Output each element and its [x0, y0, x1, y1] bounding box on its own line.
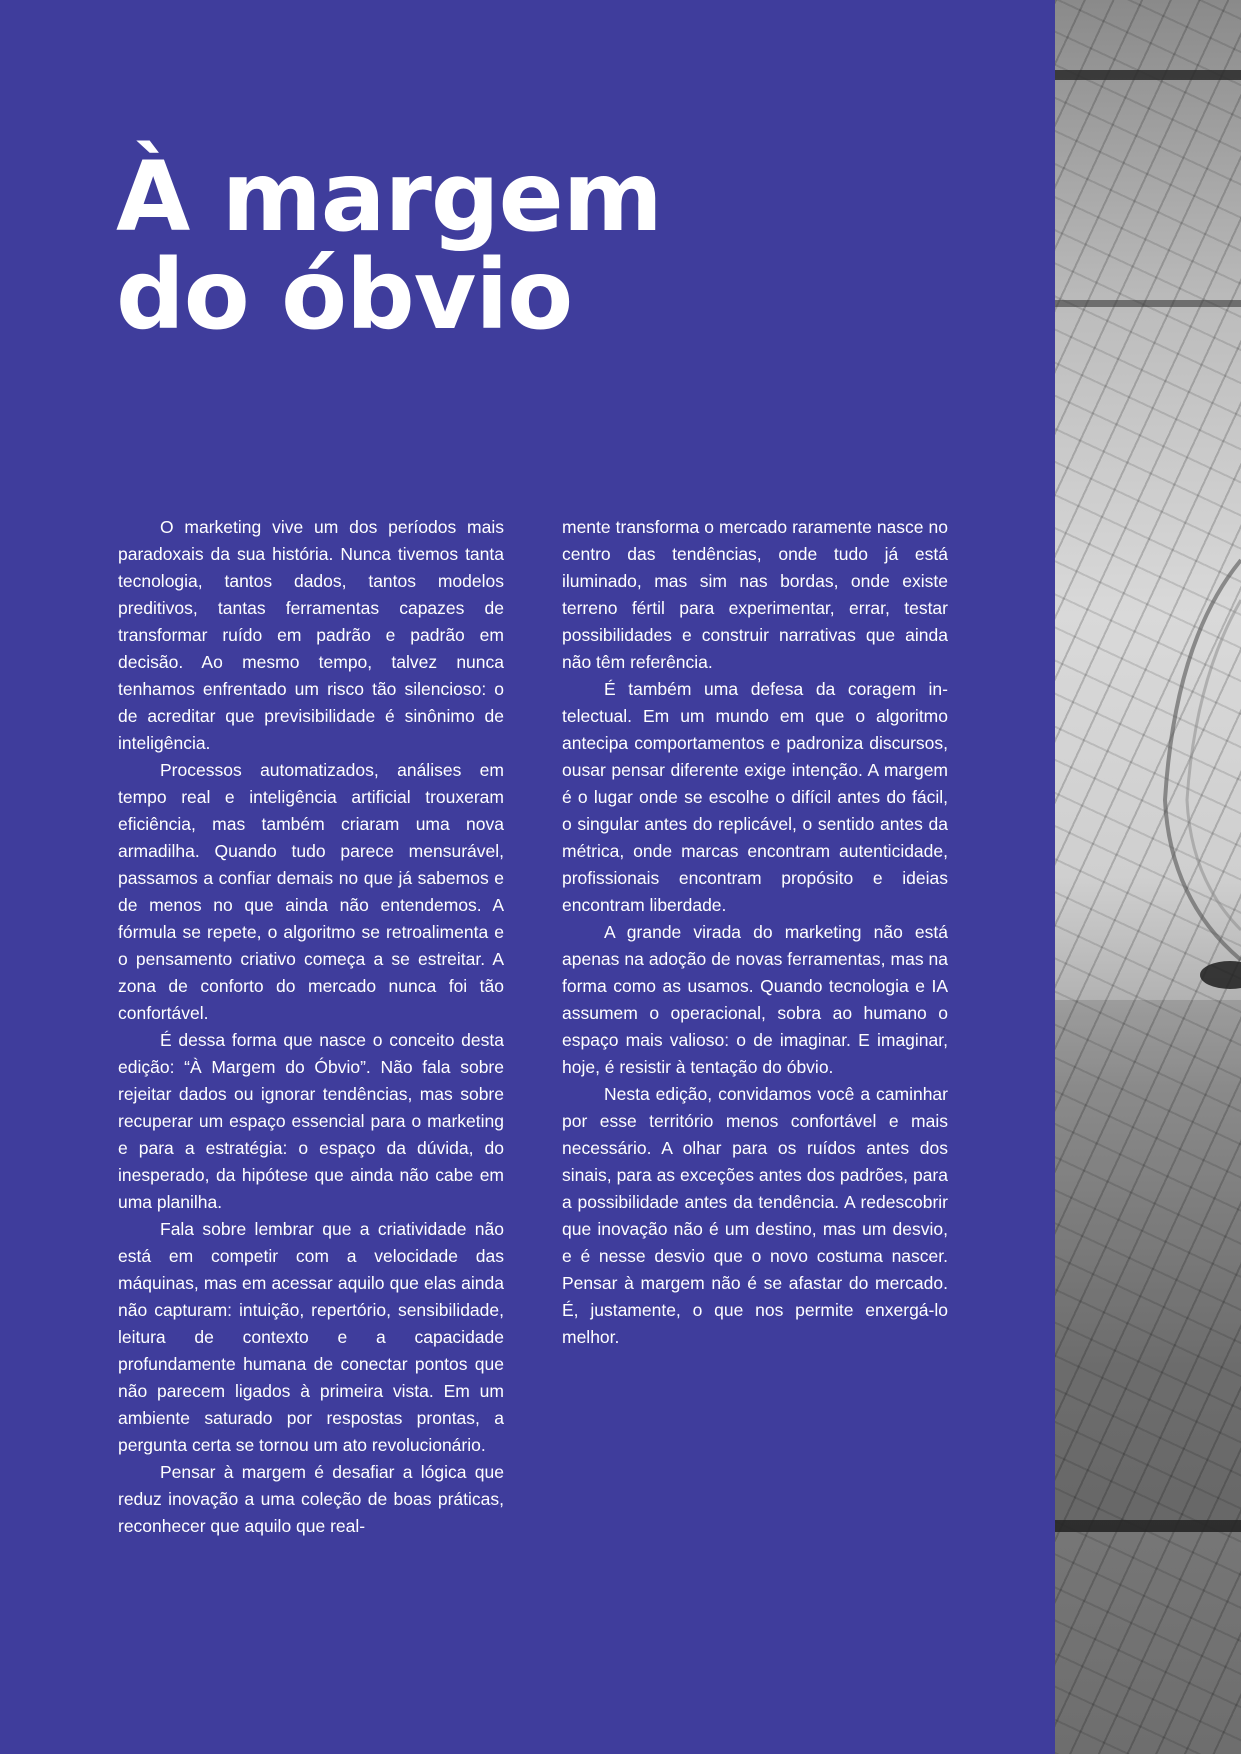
- title-line-2: do óbvio: [116, 239, 573, 351]
- page-title: [116, 141, 662, 351]
- paragraph: Processos automatizados, análises em tempo real e inteligência artificial trouxeram eficiência, mas também criaram uma nova armadilha. Quando tudo parece mensurável, passamos a confiar demais no que já sabemos e de menos no que ainda não entendemos. A fórmula se repete, o algoritmo se retroalimenta e o pensamento criativo começa a se estreitar. A zona de conforto do mercado nunca foi tão confortável.: [118, 760, 504, 1023]
- tunnel-photo: [1055, 0, 1241, 1754]
- paragraph: Fala sobre lembrar que a criatividade não está em competir com a velocidade das máquinas, mas em acessar aquilo que elas ainda não capturam: intuição, repertório, sensibilidade, leitura de contexto e a capacidade profundamente humana de conectar pontos que não parecem ligados à primeira vista. Em um ambiente saturado por respostas prontas, a pergunta certa se tornou um ato revolucionário.: [118, 1219, 504, 1455]
- paragraph: O marketing vive um dos períodos mais paradoxais da sua história. Nunca tivemos tanta tecnologia, tantos dados, tantos modelos preditivos, tantas ferramentas capazes de transformar ruído em padrão e padrão em decisão. Ao mesmo tempo, talvez nunca tenhamos enfrentado um risco tão silencioso: o de acreditar que previsibilidade é sinônimo de inteligência.: [118, 517, 504, 753]
- title-line-1: À margem: [116, 141, 662, 253]
- left-text-column: [118, 514, 504, 1540]
- paragraph-continuation: mente transforma o mercado raramente nasce no centro das tendências, onde tudo já está iluminado, mas sim nas bordas, onde existe terreno fértil para experimentar, errar, testar possibilidades e construir narrativas que ainda não têm referência.: [562, 517, 948, 672]
- paragraph: Nesta edição, convidamos você a caminhar por esse território menos confortável e mais necessário. A olhar para os ruídos antes dos sinais, para as exceções antes dos padrões, para a possibilidade antes da tendência. A redescobrir que inovação não é um destino, mas um desvio, e é nesse desvio que o novo costuma nascer. Pensar à margem não é se afastar do mercado. É, justamente, o que nos permite enxergá-lo melhor.: [562, 1084, 948, 1347]
- paragraph: A grande virada do marketing não está apenas na adoção de novas ferramentas, mas na forma como as usamos. Quando tecnologia e IA assumem o operacional, sobra ao humano o espaço mais valioso: o de imaginar. E imaginar, hoje, é resistir à tentação do óbvio.: [562, 922, 948, 1077]
- paragraph: É dessa forma que nasce o conceito desta edição: “À Margem do Óbvio”. Não fala sobre rejeitar dados ou ignorar tendências, mas sobre recuperar um espaço essencial para o marketing e para a estratégia: o espaço da dúvida, do inesperado, da hipótese que ainda não cabe em uma planilha.: [118, 1030, 504, 1212]
- tunnel-photo-shapes: [1055, 0, 1241, 1754]
- paragraph: É também uma defesa da coragem intelectual. Em um mundo em que o algoritmo antecipa comportamentos e padroniza discursos, ousar pensar diferente exige intenção. A margem é o lugar onde se escolhe o difícil antes do fácil, o singular antes do replicável, o sentido antes da métrica, onde marcas encontram autenticidade, profissionais encontram propósito e ideias encontram liberdade.: [562, 679, 948, 915]
- paragraph: Pensar à margem é desafiar a lógica que reduz inovação a uma coleção de boas práticas, reconhecer que aquilo que real-: [118, 1462, 504, 1536]
- right-text-column: [562, 514, 948, 1351]
